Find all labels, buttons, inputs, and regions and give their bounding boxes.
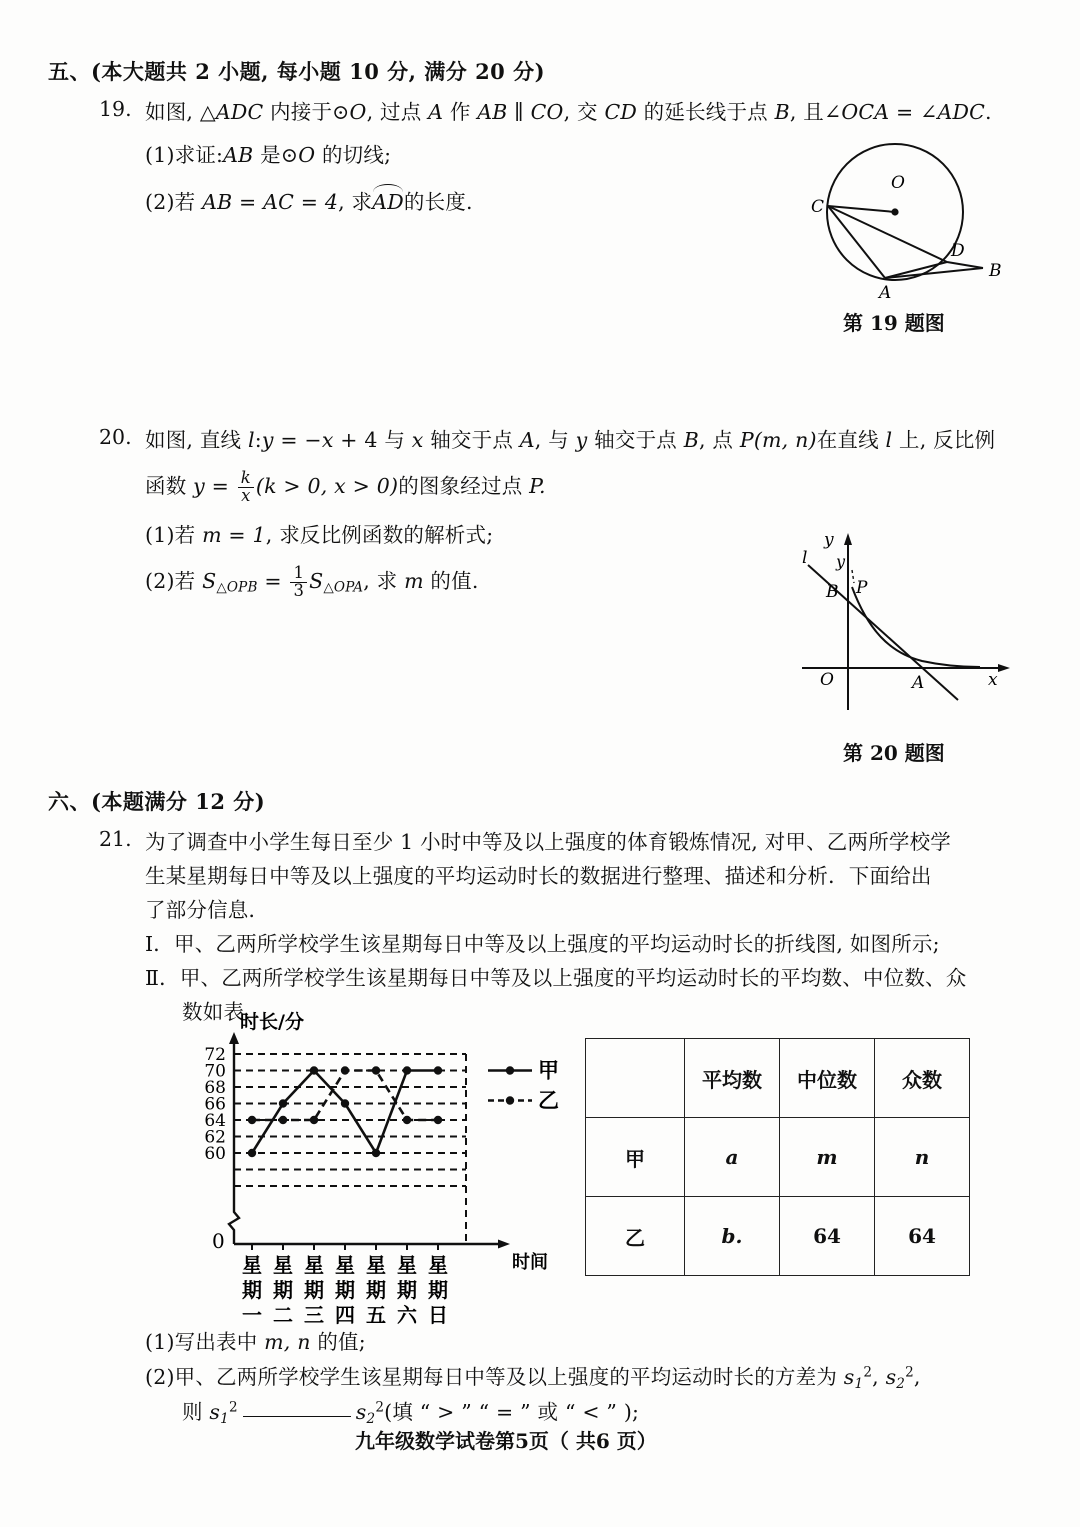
q20-label-y-axis: y — [824, 530, 834, 550]
q20-part2-S2: S — [309, 568, 324, 593]
q20-stem-6: , 点 — [698, 428, 740, 452]
x-tick-label: 星 — [428, 1253, 448, 1277]
q20-part2-end: , 求 — [363, 568, 405, 593]
data-point — [248, 1149, 256, 1157]
figure-20-caption: 第 20 题图 — [843, 741, 945, 765]
q21-part2-comma: , — [872, 1365, 886, 1389]
q20-stem-3: 轴交于点 — [423, 428, 520, 452]
x-tick-label: 期 — [428, 1278, 448, 1302]
q19-label-A: A — [879, 283, 892, 303]
x-tick-label: 星 — [397, 1253, 417, 1277]
x-axis-arrow — [498, 1240, 510, 1249]
q20-colon: : — [254, 428, 262, 452]
x-tick-label: 星 — [273, 1253, 293, 1277]
data-point — [279, 1116, 287, 1124]
q19-equals: = ∠ — [889, 100, 938, 124]
table-cell-1-1: 64 — [780, 1197, 875, 1276]
q19-stem-seg-a: 如图, △ — [145, 100, 216, 124]
question-21-stem-line-3: 了部分信息． — [145, 898, 270, 922]
q20-part1-end: , 求反比例函数的解析式; — [265, 523, 494, 547]
table-row — [586, 1118, 970, 1197]
figure-19-caption: 第 19 题图 — [843, 311, 945, 335]
q20-part2-sub-opb: △OPB — [216, 579, 258, 596]
data-point — [372, 1149, 380, 1157]
q21-variance-s2: s — [885, 1365, 897, 1389]
q19-part2-label: (2)若 — [145, 190, 203, 214]
q21-blank-s2-sup: 2 — [375, 1399, 385, 1416]
data-point — [310, 1116, 318, 1124]
x-tick-label: 星 — [335, 1253, 355, 1277]
table-corner-cell — [586, 1039, 685, 1118]
table-cell-1-2: 64 — [875, 1197, 970, 1276]
data-point — [434, 1066, 442, 1074]
q21-part1-mn: m, n — [264, 1330, 311, 1354]
q20-y: y — [261, 428, 274, 452]
q20-stem-5: 轴交于点 — [587, 428, 684, 452]
x-tick-label: 星 — [242, 1253, 262, 1277]
q19-stem-seg-f: 的延长线于点 — [636, 100, 775, 124]
q20-stem-2: 与 — [377, 428, 412, 452]
x-tick-label: 期 — [273, 1278, 293, 1302]
question-20-stem-line-2 — [145, 470, 546, 504]
x-tick-label: 日 — [428, 1303, 448, 1327]
series-line-乙 — [252, 1071, 438, 1121]
q20-line2-end: 的图象经过点 — [398, 473, 530, 498]
table-cell-1-0: b. — [685, 1197, 780, 1276]
x-tick-label: 期 — [397, 1278, 417, 1302]
q19-seg-cd: CD — [604, 100, 637, 124]
y-tick-label: 64 — [204, 1111, 226, 1131]
question-21-info-2: Ⅱ．甲、乙两所学校学生该星期每日中等及以上强度的平均运动时长的平均数、中位数、众 — [145, 966, 967, 990]
q19-stem-seg-c: , 过点 — [366, 100, 429, 124]
figure-19-circle-diagram — [795, 140, 1055, 305]
q19-seg-co: CO — [530, 100, 564, 124]
q21-blank-s1-sub: 1 — [220, 1410, 229, 1427]
question-19-stem — [145, 97, 992, 129]
q21-part1-end: 的值; — [310, 1330, 366, 1354]
q20-point-b: B — [683, 428, 699, 452]
q20-condition: (k > 0, x > 0) — [255, 473, 399, 498]
q20-point-a: A — [519, 428, 535, 452]
q20-fraction-one-third — [290, 565, 307, 599]
q20-part2-eq: = — [257, 568, 289, 593]
q20-part1-label: (1)若 — [145, 523, 203, 547]
q20-label-P: P — [856, 578, 868, 598]
q19-part1-tail: 是⊙ — [253, 143, 299, 167]
q20-x-axis: x — [411, 428, 424, 452]
q21-part2-label: (2)甲、乙两所学校学生该星期每日中等及以上强度的平均运动时长的方差为 — [145, 1365, 844, 1389]
q21-variance-s2-sub: 2 — [896, 1375, 906, 1392]
q20-eq1: = − — [273, 428, 322, 452]
statistics-table — [585, 1038, 970, 1276]
q21-part3-end: (填 “ > ” “ = ” 或 “ < ” ); — [384, 1400, 640, 1424]
q20-coords-mn: (m, n) — [753, 428, 817, 452]
q19-part1-label: (1)求证: — [145, 143, 224, 167]
x-tick-label: 期 — [366, 1278, 386, 1302]
q19-circle-o: O — [349, 100, 367, 124]
q20-line2-eq: = — [204, 473, 236, 498]
table-cell-0-1: m — [780, 1118, 875, 1197]
q19-part2-mid: , 求 — [338, 190, 373, 214]
q20-line-l2: l — [885, 428, 893, 452]
x-tick-label: 星 — [366, 1253, 386, 1277]
q19-triangle-adc: ADC — [215, 100, 264, 124]
data-point — [341, 1066, 349, 1074]
data-point — [248, 1116, 256, 1124]
q19-label-D: D — [951, 241, 965, 261]
q19-stem-seg-d: 作 — [443, 100, 478, 124]
q20-part2-tail: 的值. — [423, 568, 479, 593]
question-21-part-2 — [145, 1362, 921, 1395]
q20-label-curve-y: y — [836, 552, 846, 571]
q19-stem-seg-e: , 交 — [563, 100, 605, 124]
answer-blank[interactable] — [243, 1416, 351, 1417]
q19-parallel-symbol: ∥ — [507, 100, 531, 124]
x-tick-label: 一 — [242, 1303, 262, 1327]
q21-blank-s2-sub: 2 — [366, 1410, 376, 1427]
x-tick-label: 期 — [242, 1278, 262, 1302]
y-tick-label: 70 — [204, 1061, 226, 1082]
q19-part2-equation: AB = AC = 4 — [202, 190, 339, 214]
q21-blank-s1-sup: 2 — [228, 1399, 238, 1416]
question-19-part-1 — [145, 140, 391, 172]
q21-blank-s1: s — [209, 1400, 221, 1424]
data-point — [279, 1099, 287, 1107]
q20-line2-1: 函数 — [145, 473, 194, 498]
table-row-label-0: 甲 — [586, 1118, 685, 1197]
question-21-info-1: Ⅰ．甲、乙两所学校学生该星期每日中等及以上强度的平均运动时长的折线图, 如图所示; — [145, 932, 940, 956]
q20-label-B: B — [826, 582, 839, 602]
question-20-part-1 — [145, 520, 493, 552]
y-tick-label: 60 — [204, 1144, 226, 1164]
q20-point-p: P — [739, 428, 754, 452]
data-point — [434, 1116, 442, 1124]
table-row-label-1: 乙 — [586, 1197, 685, 1276]
data-point — [310, 1066, 318, 1074]
x-tick-label: 二 — [273, 1303, 293, 1327]
y-axis-arrow — [229, 1032, 239, 1044]
q21-variance-s1: s — [843, 1365, 855, 1389]
q19-part1-end: 的切线; — [315, 143, 392, 167]
question-21-info-2b: 数如表． — [182, 1000, 265, 1024]
q21-part1-label: (1)写出表中 — [145, 1330, 265, 1354]
question-19-number: 19. — [99, 97, 132, 121]
x-tick-label: 六 — [397, 1303, 417, 1327]
q20-part2-S: S — [202, 568, 217, 593]
q19-seg-ab: AB — [477, 100, 508, 124]
legend-label-甲: 甲 — [538, 1058, 559, 1083]
q20-frac-den-3: 3 — [293, 580, 305, 600]
data-point — [403, 1066, 411, 1074]
question-19-part-2 — [145, 185, 473, 219]
table-col-header-2: 众数 — [875, 1039, 970, 1118]
q20-part2-m: m — [404, 568, 424, 593]
q19-point-b: B — [774, 100, 790, 124]
x-tick-label: 星 — [304, 1253, 324, 1277]
table-col-header-0: 平均数 — [685, 1039, 780, 1118]
origin-label: 0 — [212, 1229, 225, 1253]
q21-blank-s2: s — [355, 1400, 367, 1424]
q19-stem-seg-b: 内接于⊙ — [263, 100, 350, 124]
q20-part1-m-eq-1: m = 1 — [202, 523, 266, 547]
table-cell-0-2: n — [875, 1118, 970, 1197]
legend-marker-乙 — [506, 1096, 514, 1104]
data-point — [403, 1116, 411, 1124]
x-axis-title: 时间 — [512, 1252, 548, 1273]
data-point — [341, 1099, 349, 1107]
x-tick-label: 四 — [335, 1303, 355, 1327]
question-21-number: 21. — [99, 827, 132, 851]
q20-x: x — [321, 428, 334, 452]
q20-stem-4: , 与 — [534, 428, 576, 452]
q19-angle-adc: ADC — [937, 100, 986, 124]
q19-part2-end: 的长度. — [403, 190, 473, 214]
figure-20-coordinate-graph — [790, 525, 1050, 725]
q20-line-l: l — [247, 428, 255, 452]
question-21-part-1 — [145, 1327, 366, 1359]
data-point — [372, 1066, 380, 1074]
table-col-header-1: 中位数 — [780, 1039, 875, 1118]
q20-stem-1: 如图, 直线 — [145, 428, 248, 452]
q20-label-x-axis: x — [988, 670, 998, 690]
q19-stem-seg-g: , 且∠ — [789, 100, 842, 124]
x-tick-label: 三 — [304, 1303, 324, 1327]
q19-point-a: A — [428, 100, 444, 124]
table-header-row — [586, 1039, 970, 1118]
page-footer: 九年级数学试卷第5页（ 共6 页） — [355, 1429, 657, 1453]
question-20-stem-line-1 — [145, 425, 995, 457]
q20-frac-den-x: x — [241, 485, 251, 505]
q20-label-A: A — [912, 673, 925, 693]
q21-part2-tail: , — [913, 1365, 921, 1389]
table-cell-0-0: a — [685, 1118, 780, 1197]
y-axis-title: 时长/分 — [240, 1011, 304, 1033]
y-tick-label: 66 — [204, 1094, 226, 1115]
q19-label-O: O — [891, 173, 905, 193]
q20-part2-label: (2)若 — [145, 568, 203, 593]
x-tick-label: 期 — [335, 1278, 355, 1302]
series-line-甲 — [252, 1071, 438, 1154]
q20-label-l: l — [802, 548, 808, 568]
table-row — [586, 1197, 970, 1276]
q21-variance-s1-sup: 2 — [863, 1364, 873, 1381]
q19-period: . — [985, 100, 992, 124]
question-20-part-2 — [145, 565, 479, 599]
q20-y-axis: y — [575, 428, 588, 452]
question-20-number: 20. — [99, 425, 132, 449]
y-tick-label: 68 — [204, 1078, 226, 1098]
q20-line2-y: y — [193, 473, 205, 498]
q19-part1-ab: AB — [223, 143, 254, 167]
q20-stem-8: 上, 反比例 — [892, 428, 996, 452]
q21-variance-s1-sub: 1 — [854, 1375, 864, 1392]
q21-part3-pre: 则 — [182, 1400, 210, 1424]
question-21-stem-line-2: 生某星期每日中等及以上强度的平均运动时长的数据进行整理、描述和分析．下面给出 — [145, 864, 932, 888]
x-tick-label: 期 — [304, 1278, 324, 1302]
q20-frac-num-1: 1 — [290, 565, 307, 583]
q20-frac-num-k: k — [238, 470, 254, 488]
legend-marker-甲 — [506, 1066, 514, 1074]
q20-fraction-k-over-x — [238, 470, 254, 504]
y-tick-label: 72 — [204, 1045, 226, 1065]
q19-angle-oca: OCA — [841, 100, 890, 124]
q21-variance-s2-sup: 2 — [905, 1364, 914, 1381]
question-21-stem-line-1: 为了调查中小学生每日至少 1 小时中等及以上强度的体育锻炼情况, 对甲、乙两所学校学 — [145, 830, 952, 854]
q20-plus4: + 4 — [333, 428, 378, 452]
q20-stem-7: 在直线 — [816, 428, 886, 452]
q20-label-origin: O — [820, 670, 834, 690]
q19-label-C: C — [811, 197, 825, 217]
section-heading-five: 五、(本大题共 2 小题, 每小题 10 分, 满分 20 分) — [48, 59, 546, 84]
q19-label-B: B — [989, 261, 1002, 281]
y-tick-label: 62 — [204, 1127, 226, 1148]
q20-line2-p: P. — [529, 473, 546, 498]
q19-arc-ad: AD — [372, 185, 404, 219]
q19-part1-o: O — [298, 143, 316, 167]
section-heading-six: 六、(本题满分 12 分) — [48, 789, 266, 814]
x-tick-label: 五 — [366, 1303, 386, 1327]
q20-part2-sub-opa: △OPA — [323, 579, 364, 596]
legend-label-乙: 乙 — [538, 1088, 559, 1113]
